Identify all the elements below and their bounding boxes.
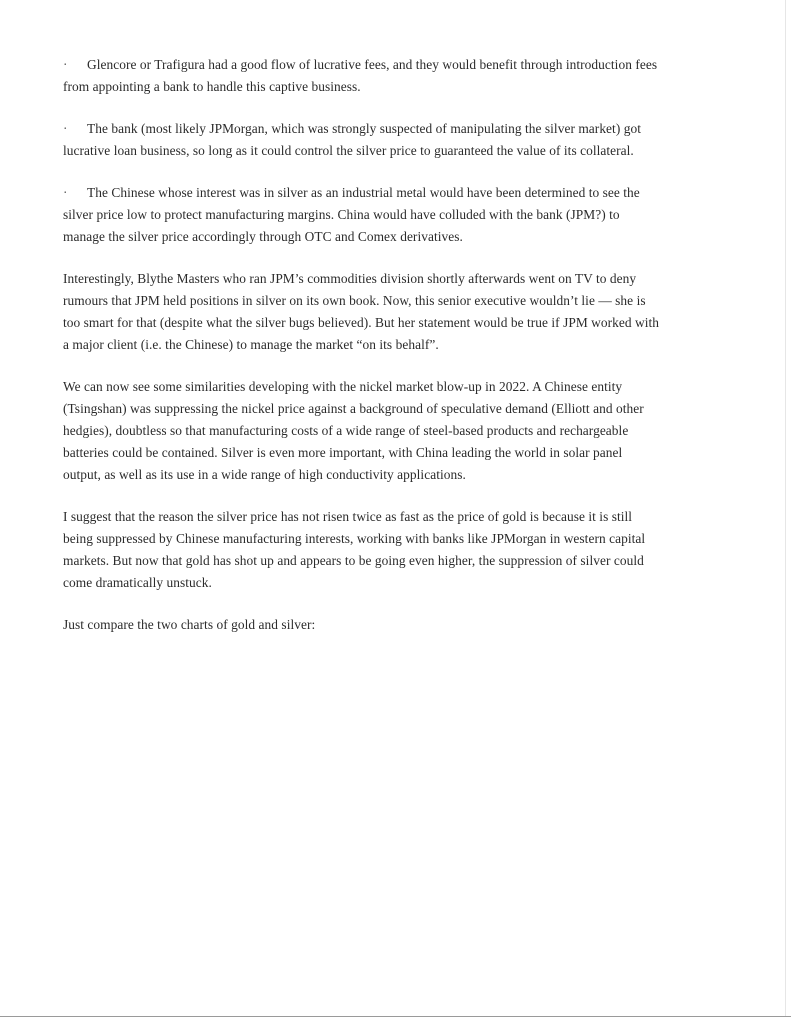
- document-body: [63, 54, 663, 656]
- bullet-marker: ·: [63, 121, 68, 136]
- paragraph-compare-charts: Just compare the two charts of gold and silver:: [63, 617, 316, 632]
- bullet-item-bank: [63, 118, 663, 162]
- bullet-text: The Chinese whose interest was in silver as an industrial metal would have been determined to see the silver price low to protect manufacturing margins. China would have colluded with the bank (JPM?) to manage the silver price accordingly through OTC and Comex derivatives.: [63, 185, 640, 244]
- bullet-marker: ·: [63, 185, 68, 200]
- paragraph-blythe-masters: Interestingly, Blythe Masters who ran JPM’s commodities division shortly afterwards went on TV to deny rumours that JPM held positions in silver on its own book. Now, this senior executive wouldn’t lie — she is too smart for that (despite what the silver bugs believed). But her statement would be true if JPM worked with a major client (i.e. the Chinese) to manage the market “on its behalf”.: [63, 271, 660, 352]
- paragraph-silver-suppression: I suggest that the reason the silver price has not risen twice as fast as the price of gold is because it is still being suppressed by Chinese manufacturing interests, working with banks like JPMorgan in western capital markets. But now that gold has shot up and appears to be going even higher, the suppression of silver could come dramatically unstuck.: [63, 509, 646, 590]
- paragraph-nickel-market: We can now see some similarities developing with the nickel market blow-up in 2022. A Chinese entity (Tsingshan) was suppressing the nickel price against a background of speculative demand (Elliott and other hedgies), doubtless so that manufacturing costs of a wide range of steel-based products and rechargeable batteries could be contained. Silver is even more important, with China leading the world in solar panel output, as well as its use in a wide range of high conductivity applications.: [63, 379, 644, 482]
- bullet-text: Glencore or Trafigura had a good flow of lucrative fees, and they would benefit through introduction fees from appointing a bank to handle this captive business.: [63, 57, 658, 94]
- bullet-text: The bank (most likely JPMorgan, which was strongly suspected of manipulating the silver market) got lucrative loan business, so long as it could control the silver price to guaranteed the value of its collateral.: [63, 121, 641, 158]
- bullet-item-chinese: [63, 182, 663, 248]
- page-bottom-border: [0, 1016, 791, 1017]
- bullet-marker: ·: [63, 57, 68, 72]
- page-edge: [785, 0, 786, 1016]
- bullet-item-glencore: [63, 54, 663, 98]
